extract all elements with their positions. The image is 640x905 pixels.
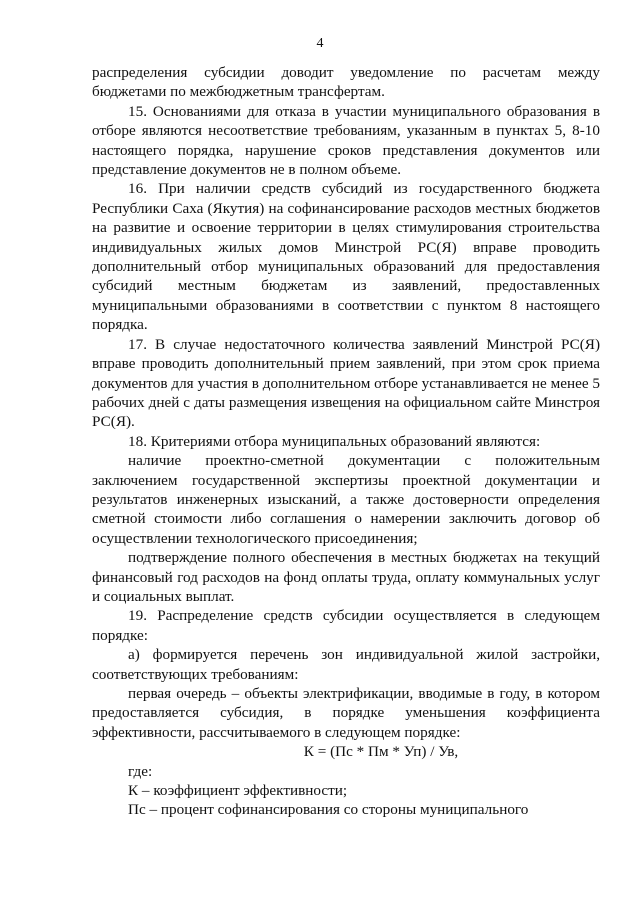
paragraph-19: 19. Распределение средств субсидии осуществляется в следующем порядке: [92, 607, 600, 644]
paragraph-continuation: распределения субсидии доводит уведомление по расчетам между бюджетами по межбюджетным трансфертам. [92, 64, 600, 101]
criterion-1: наличие проектно-сметной документации с положительным заключением государственной экспертизы проектной документации и результатов инженерных изысканий, а также достоверности определения сметной стоимости либо соглашения о намерении заключить договор об осуществлении технологического присоединения; [92, 452, 600, 547]
paragraph-16: 16. При наличии средств субсидий из государственного бюджета Республики Саха (Якутия) на софинансирование расходов местных бюджетов на развитие и освоение территории в целях стимулирования строительства индивидуальных жилых домов Минстрой РС(Я) вправе проводить дополнительный отбор муниципальных образований для предоставления субсидий местным бюджетам из заявлений, предоставленных муниципальными образованиями в соответствии с пунктом 8 настоящего порядка. [92, 180, 600, 334]
paragraph-18: 18. Критериями отбора муниципальных образований являются: [128, 432, 541, 450]
efficiency-formula: К = (Пс * Пм * Уп) / Ув, [303, 743, 459, 761]
definition-k: К – коэффициент эффективности; [128, 782, 348, 800]
where-label: где: [128, 762, 153, 780]
paragraph-15: 15. Основаниями для отказа в участии муниципального образования в отборе являются несоответствие требованиям, указанным в пунктах 5, 8-10 настоящего порядка, нарушение сроков представления документов или представление документов не в полном объеме. [92, 102, 600, 179]
paragraph-17: 17. В случае недостаточного количества заявлений Минстрой РС(Я) вправе проводить дополнительный прием заявлений, при этом срок приема документов для участия в дополнительном отборе устанавливается не менее 5 рабочих дней с даты размещения извещения на официальном сайте Минстроя РС(Я). [92, 335, 600, 431]
definition-ps: Пс – процент софинансирования со стороны муниципального [128, 801, 529, 819]
criterion-2: подтверждение полного обеспечения в местных бюджетах на текущий финансовый год расходов на фонд оплаты труда, оплату коммунальных услуг и социальных выплат. [92, 549, 600, 605]
page-number: 4 [316, 36, 324, 51]
document-body [92, 63, 600, 820]
first-priority: первая очередь – объекты электрификации, вводимые в году, в котором предоставляется субсидия, в порядке уменьшения коэффициента эффективности, рассчитываемого в следующем порядке: [92, 685, 600, 741]
subitem-a: а) формируется перечень зон индивидуальной жилой застройки, соответствующих требованиям: [92, 646, 600, 683]
